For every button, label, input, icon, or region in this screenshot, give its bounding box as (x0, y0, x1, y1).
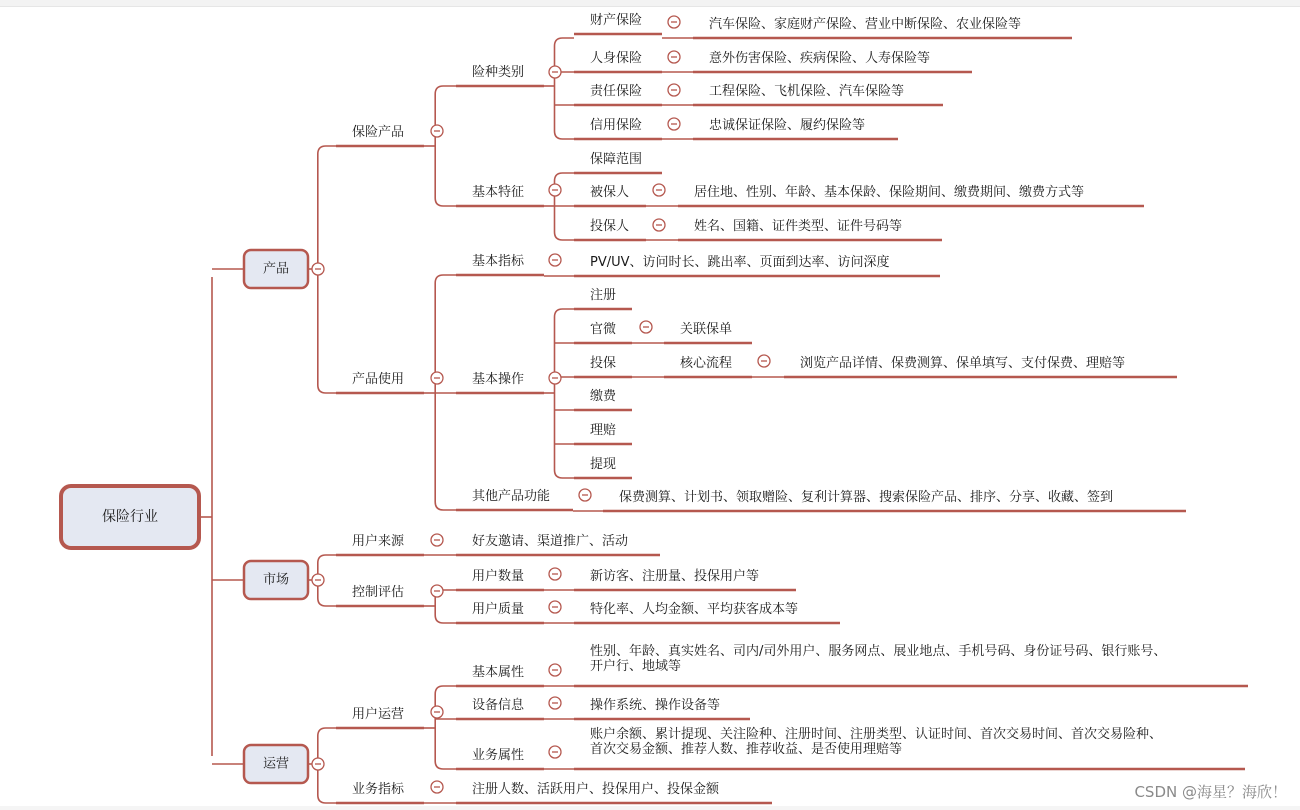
root-node: 保险行业 (102, 509, 158, 525)
branch-connector (435, 761, 456, 769)
collapse-icon[interactable] (549, 184, 561, 196)
collapse-icon[interactable] (653, 219, 665, 231)
collapse-icon[interactable] (758, 355, 770, 367)
window-bottom-strip (0, 806, 1300, 810)
collapse-icon[interactable] (431, 372, 443, 384)
node-n8: 责任保险 (590, 84, 643, 99)
branch-connector (435, 198, 456, 206)
node-n22: 注册 (590, 288, 617, 303)
node-n19: 基本指标 (472, 254, 525, 269)
collapse-icon[interactable] (668, 16, 680, 28)
node-n40: 特化率、人均金额、平均获客成本等 (590, 602, 799, 617)
collapse-icon[interactable] (431, 585, 443, 597)
branch-connector (435, 275, 456, 283)
node-n30: 提现 (590, 457, 617, 472)
node-n12: 基本特征 (472, 185, 525, 200)
node-n26: 核心流程 (680, 356, 733, 371)
branch-market-label: 市场 (262, 572, 290, 588)
node-n42: 用户运营 (352, 707, 405, 722)
collapse-icon[interactable] (549, 568, 561, 580)
node-n16: 投保人 (590, 219, 630, 234)
node-n4: 财产保险 (590, 13, 643, 28)
node-n31: 其他产品功能 (472, 489, 551, 504)
branch-connector (318, 555, 336, 563)
node-n49: 业务指标 (352, 782, 405, 797)
collapse-icon[interactable] (668, 118, 680, 130)
node-n46: 操作系统、操作设备等 (590, 698, 721, 713)
collapse-icon[interactable] (312, 758, 324, 770)
collapse-icon[interactable] (640, 321, 652, 333)
collapse-icon[interactable] (431, 706, 443, 718)
node-n44a: 性别、年龄、真实姓名、司内/司外用户、服务网点、展业地点、手机号码、身份证号码、银行账号、 (590, 644, 1167, 659)
node-n6: 人身保险 (590, 51, 643, 66)
branch-connector (555, 232, 575, 240)
node-n43: 基本属性 (472, 665, 525, 680)
collapse-icon[interactable] (549, 664, 561, 676)
node-n11: 忠诚保证保险、履约保险等 (709, 118, 866, 133)
node-n13: 保障范围 (590, 152, 643, 167)
node-n36: 控制评估 (352, 585, 405, 600)
node-n48b: 首次交易金额、推荐人数、推荐收益、是否使用理赔等 (590, 742, 903, 757)
node-n35: 好友邀请、渠道推广、活动 (472, 534, 629, 549)
collapse-icon[interactable] (668, 84, 680, 96)
branch-connector (318, 728, 336, 736)
node-n7: 意外伤害保险、疾病保险、人寿保险等 (709, 51, 931, 66)
node-n25: 投保 (590, 356, 617, 371)
node-n3: 险种类别 (472, 65, 525, 80)
collapse-icon[interactable] (312, 574, 324, 586)
node-n2: 保险产品 (352, 125, 405, 140)
node-n29: 理赔 (590, 423, 617, 438)
node-n45: 设备信息 (472, 698, 525, 713)
collapse-icon[interactable] (653, 184, 665, 196)
branch-connector (555, 131, 575, 139)
collapse-icon[interactable] (431, 781, 443, 793)
collapse-icon[interactable] (312, 263, 324, 275)
branch-connector (555, 309, 575, 317)
node-n34: 用户来源 (352, 534, 405, 549)
branch-connector (318, 146, 336, 154)
branch-operation-label: 运营 (262, 756, 290, 772)
node-n18: 产品使用 (352, 372, 405, 387)
node-n48a: 账户余额、累计提现、关注险种、注册时间、注册类型、认证时间、首次交易时间、首次交易险种、 (590, 727, 1163, 742)
collapse-icon[interactable] (549, 746, 561, 758)
branch-connector (435, 86, 456, 94)
collapse-icon[interactable] (549, 66, 561, 78)
watermark: CSDN @海星？海欣！ (1134, 783, 1287, 801)
node-n20: PV/UV、访问时长、跳出率、页面到达率、访问深度 (590, 255, 890, 270)
branch-connector (435, 686, 456, 694)
collapse-icon[interactable] (579, 489, 591, 501)
branch-connector (318, 385, 336, 393)
node-labels (352, 12, 1166, 797)
node-n9: 工程保险、飞机保险、汽车保险等 (709, 84, 905, 99)
node-n38: 新访客、注册量、投保用户等 (590, 569, 760, 584)
node-n44b: 开户行、地域等 (590, 659, 682, 674)
node-n14: 被保人 (590, 185, 630, 200)
node-n5: 汽车保险、家庭财产保险、营业中断保险、农业保险等 (709, 17, 1022, 32)
node-n28: 缴费 (590, 389, 617, 404)
collapse-icon[interactable] (431, 125, 443, 137)
branch-connector (318, 598, 336, 606)
node-n23: 官微 (590, 322, 617, 337)
branch-connector (555, 38, 575, 46)
node-n47: 业务属性 (472, 748, 525, 763)
branch-product-label: 产品 (262, 261, 290, 277)
collapse-icon[interactable] (549, 254, 561, 266)
branch-connector (555, 470, 575, 478)
branch-connector (318, 795, 336, 803)
node-n50: 注册人数、活跃用户、投保用户、投保金额 (472, 782, 720, 797)
node-n17: 姓名、国籍、证件类型、证件号码等 (694, 219, 903, 234)
collapse-icon[interactable] (431, 534, 443, 546)
collapse-icon[interactable] (549, 372, 561, 384)
connector-lines (199, 34, 1248, 803)
node-n15: 居住地、性别、年龄、基本保龄、保险期间、缴费期间、缴费方式等 (694, 185, 1085, 200)
collapse-icon[interactable] (549, 601, 561, 613)
node-n27: 浏览产品详情、保费测算、保单填写、支付保费、理赔等 (800, 356, 1126, 371)
branch-connector (555, 173, 575, 181)
node-n21: 基本操作 (472, 372, 525, 387)
collapse-icon[interactable] (549, 697, 561, 709)
node-n10: 信用保险 (590, 118, 643, 133)
collapse-icon[interactable] (668, 51, 680, 63)
node-n24: 关联保单 (680, 322, 733, 337)
node-n32: 保费测算、计划书、领取赠险、复利计算器、搜索保险产品、排序、分享、收藏、签到 (619, 490, 1114, 505)
node-n39: 用户质量 (472, 602, 525, 617)
branch-connector (435, 502, 456, 510)
branch-connector (435, 615, 456, 623)
node-n37: 用户数量 (472, 569, 525, 584)
